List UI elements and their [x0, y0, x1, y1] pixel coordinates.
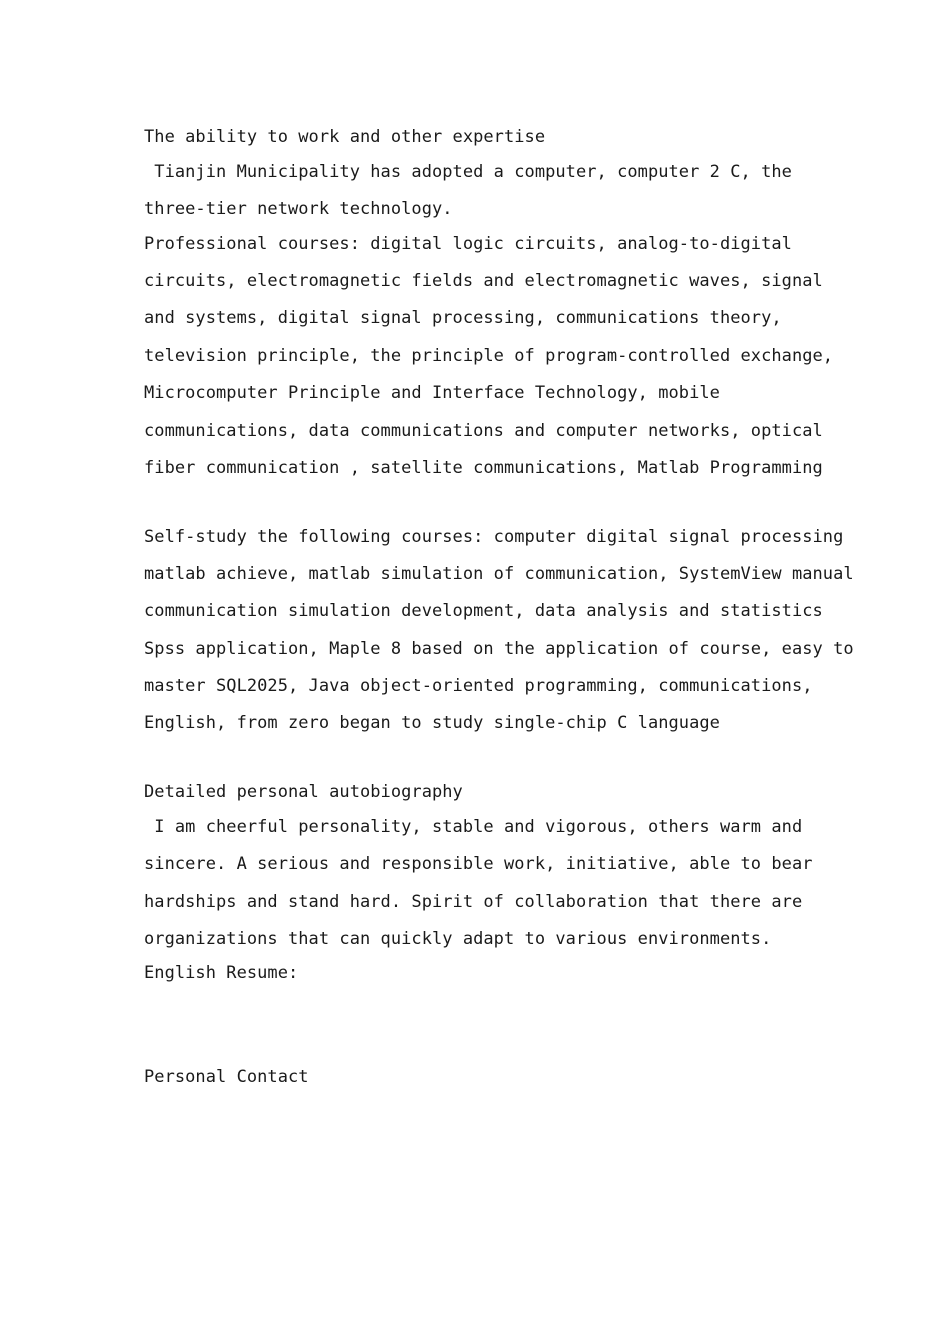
- autobiography-line: hardships and stand hard. Spirit of collaboration that there are: [144, 892, 803, 912]
- expertise-line: Professional courses: digital logic circuits, analog-to-digital: [144, 234, 792, 254]
- self-study-line: Self-study the following courses: computer digital signal processing: [144, 527, 844, 547]
- expertise-line: communications, data communications and computer networks, optical: [144, 421, 823, 441]
- self-study-line: communication simulation development, data analysis and statistics: [144, 601, 823, 621]
- self-study-line: master SQL2025, Java object-oriented programming, communications,: [144, 676, 813, 696]
- autobiography-line: I am cheerful personality, stable and vigorous, others warm and: [144, 817, 803, 837]
- self-study-line: matlab achieve, matlab simulation of communication, SystemView manual: [144, 564, 854, 584]
- english-resume-label: English Resume:: [144, 963, 299, 983]
- section-heading-autobiography: Detailed personal autobiography: [144, 782, 463, 802]
- expertise-line: Microcomputer Principle and Interface Technology, mobile: [144, 383, 720, 403]
- section-heading-expertise: The ability to work and other expertise: [144, 127, 546, 147]
- self-study-line: English, from zero began to study single-chip C language: [144, 713, 720, 733]
- autobiography-line: sincere. A serious and responsible work, initiative, able to bear: [144, 854, 813, 874]
- expertise-line: and systems, digital signal processing, communications theory,: [144, 308, 782, 328]
- self-study-line: Spss application, Maple 8 based on the application of course, easy to: [144, 639, 854, 659]
- expertise-line: Tianjin Municipality has adopted a computer, computer 2 C, the: [144, 162, 792, 182]
- expertise-line: circuits, electromagnetic fields and electromagnetic waves, signal: [144, 271, 823, 291]
- expertise-line: fiber communication , satellite communications, Matlab Programming: [144, 458, 823, 478]
- section-heading-personal-contact: Personal Contact: [144, 1067, 309, 1087]
- expertise-line: television principle, the principle of program-controlled exchange,: [144, 346, 834, 366]
- expertise-line: three-tier network technology.: [144, 199, 453, 219]
- autobiography-line: organizations that can quickly adapt to various environments.: [144, 929, 772, 949]
